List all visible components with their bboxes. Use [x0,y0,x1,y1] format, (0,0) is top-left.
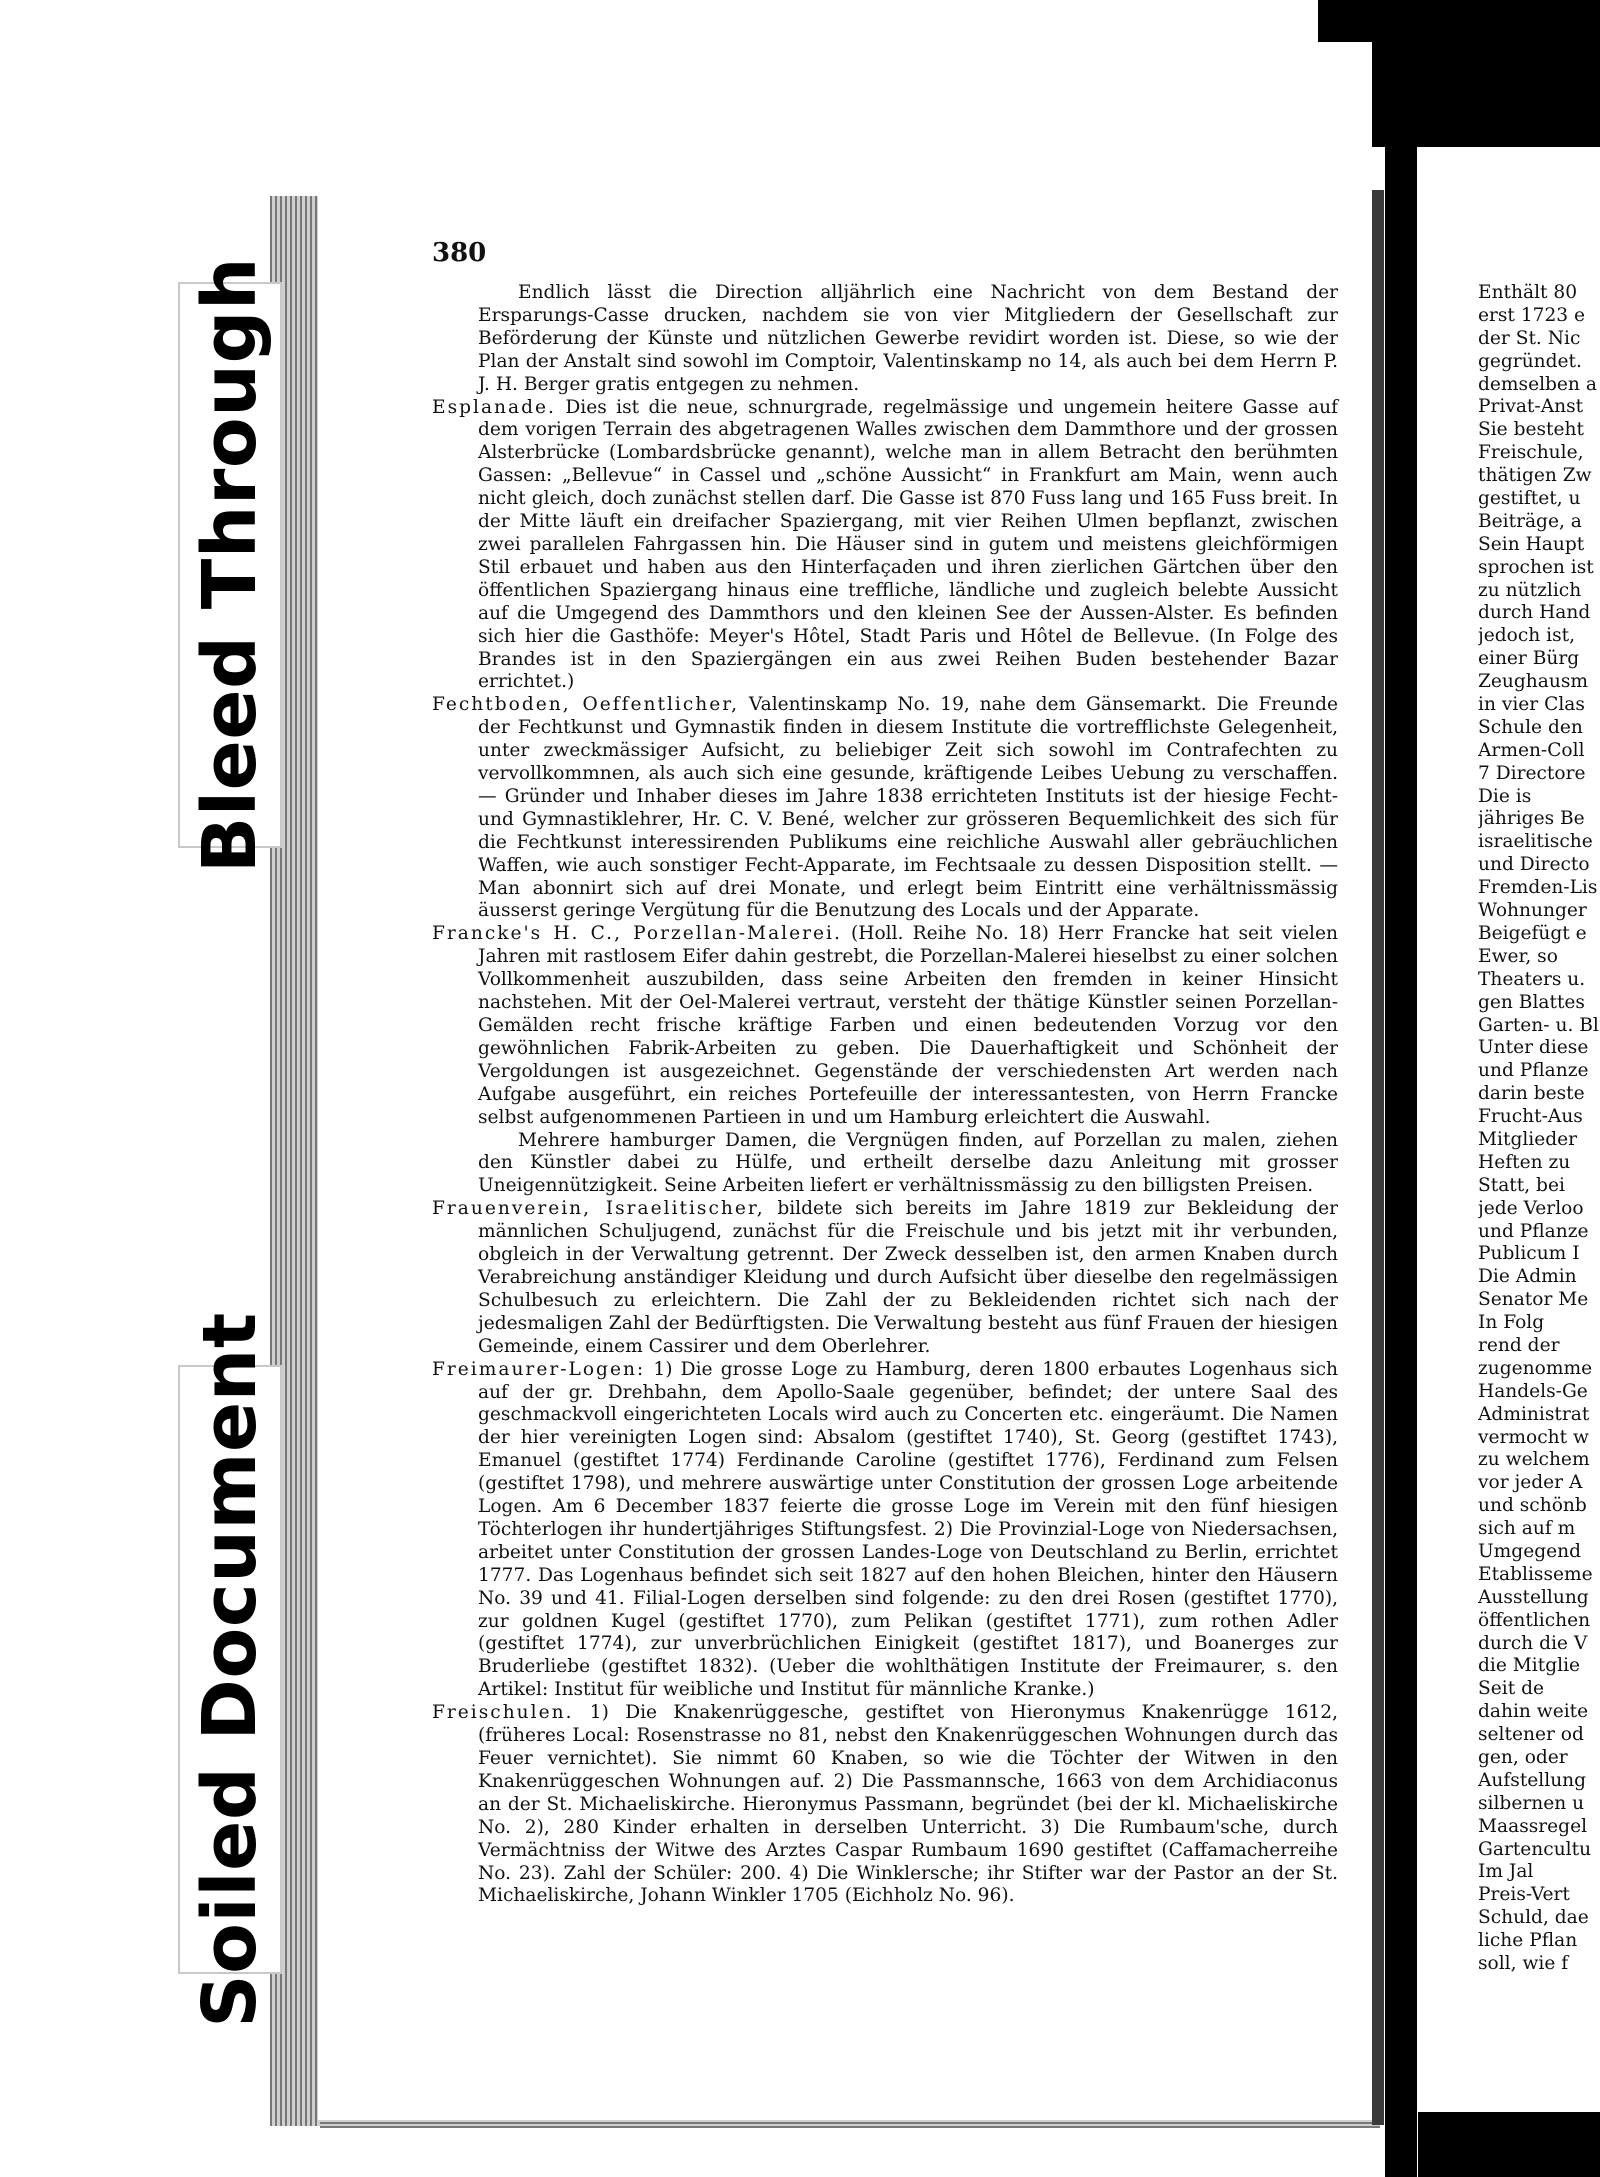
right-page-line: erst 1723 e [1478,304,1586,326]
right-page-line: gen Blattes [1478,991,1585,1013]
right-page-line: und Pflanze [1478,1220,1589,1242]
right-page-line: rend der [1478,1334,1560,1356]
right-page-line: 7 Directore [1478,762,1586,784]
page-shadow-right [1372,190,1384,2125]
right-page-line: Schuld, dae [1478,1907,1589,1929]
right-page-line: in vier Clas [1478,694,1585,716]
right-page-line: Administrat [1478,1403,1590,1425]
entry-esplanade [432,397,1338,695]
entry-freimaurer-logen [432,1359,1338,1703]
right-page-line: sprochen ist [1478,556,1594,578]
right-page-line: gen, oder [1478,1747,1568,1768]
right-page-line: Statt, bei [1478,1174,1565,1196]
right-page-line: der St. Nic [1478,327,1581,349]
entry-heading: Esplanade. [432,396,556,418]
right-page-line: öffentlichen [1478,1609,1591,1631]
entry-heading: Freischulen. [432,1702,574,1724]
right-page-line: Seit de [1478,1678,1544,1700]
right-page-line: Die Admin [1478,1266,1577,1288]
right-page-line: vermocht w [1478,1426,1589,1448]
right-page-line: Heften zu [1478,1151,1571,1173]
right-page-line: jedoch ist, [1478,625,1576,647]
right-page-line: Etablisseme [1478,1563,1593,1585]
entry-heading: Freimaurer-Logen: [432,1358,646,1380]
right-page-line: Wohnunger [1478,900,1587,922]
paragraph-text: Mehrere hamburger Damen, die Vergnügen finden, auf Porzellan zu malen, ziehen den Künstler dabei zu Hülfe, und ertheilt derselbe dazu Anleitung mit grosser Uneigennützigkeit. Seine Arbeiten liefert er verhältnissmässig zu den billigsten Preisen. [478,1129,1338,1197]
entry-francke [432,923,1338,1129]
right-page-line: jede Verloo [1478,1197,1584,1219]
right-page-line: Theaters u. [1478,968,1586,990]
right-page-line: Zeughausm [1478,671,1589,693]
left-page-column [432,282,1338,1908]
entry-text: Dies ist die neue, schnurgrade, regelmässige und ungemein heitere Gasse auf dem vorigen Terrain des abgetragenen Walles zwischen dem Dammthore und der grossen Alsterbrücke (Lombardsbrücke genannt), welche man in allem Betracht den berühmten Gassen: „Bellevue“ in Cassel und „schöne Aussicht“ in Frankfurt am Main, wenn auch nicht gleich, doch zunächst stellen darf. Die Gasse ist 870 Fuss lang und 165 Fuss breit. In der Mitte läuft ein dreifacher Spaziergang, mit vier Reihen Ulmen bepflanzt, zwischen zwei parallelen Fahrgassen hin. Die Häuser sind in gutem und meistens gleichförmigen Stil erbauet und haben aus den Hinterfaçaden und ihren zierlichen Gärtchen über den öffentlichen Spaziergang hinaus eine treffliche, ländliche und zugleich belebte Aussicht auf die Umgegend des Dammthors und den kleinen See der Aussen-Alster. Es befinden sich hier die Gasthöfe: Meyer's Hôtel, Stadt Paris und Hôtel de Bellevue. (In Folge des Brandes ist in den Spaziergängen ein aus zwei Reihen Buden bestehender Bazar errichtet.) [478,396,1338,693]
right-page-line: israelitische [1478,831,1593,853]
right-page-line: Sein Haupt [1478,533,1585,555]
right-page-line: Enthält 80 [1478,282,1578,303]
right-page-line: Schule den [1478,716,1583,738]
scan-dark-band-top [1318,0,1600,42]
right-page-line: Im Jal [1478,1861,1534,1883]
right-page-line: Handels-Ge [1478,1380,1588,1402]
right-page-line: Maassregel [1478,1815,1588,1837]
entry-freischulen [432,1702,1338,1908]
right-page-line: durch Hand [1478,602,1591,624]
entry-frauenverein [432,1198,1338,1358]
right-page-line: Gartencultu [1478,1838,1592,1860]
right-page-line: zu welchem [1478,1449,1590,1471]
right-page-line: Mitglieder [1478,1128,1578,1150]
right-page-line: einer Bürg [1478,648,1580,670]
right-page-line: zu nützlich [1478,579,1582,601]
entry-text: (Holl. Reihe No. 18) Herr Francke hat seit vielen Jahren mit rastlosem Eifer dahin gestrebt, die Porzellan-Malerei hieselbst zu einer solchen Vollkommenheit auszubilden, dass seine Arbeiten den fremden in keiner Hinsicht nachstehen. Mit der Oel-Malerei vertraut, versteht der thätige Künstler seinen Porzellan-Gemälden recht frische kräftige Farben und einen bedeutenden Vorzug vor den gewöhnlichen Fabrik-Arbeiten zu geben. Die Dauerhaftigkeit und Schönheit der Vergoldungen ist ausgezeichnet. Gegenstände der verschiedensten Art werden nach Aufgabe ausgeführt, ein reiches Portefeuille der interessantesten, von Herrn Francke selbst aufgenommenen Partieen in und um Hamburg erleichtert die Auswahl. [478,923,1338,1128]
entry-text: 1) Die grosse Loge zu Hamburg, deren 1800 erbautes Logenhaus sich auf der gr. Drehbahn, dem Apollo-Saale gegenüber, befindet; der untere Saal des geschmackvoll eingerichteten Locals wird auch zu Concerten etc. eingeräumt. Die Namen der hier vereinigten Logen sind: Absalom (gestiftet 1740), St. Georg (gestiftet 1743), Emanuel (gestiftet 1774) Ferdinande Caroline (gestiftet 1776), Ferdinand zum Felsen (gestiftet 1798), und mehrere auswärtige unter Constitution der grossen Loge arbeitende Logen. Am 6 December 1837 feierte die grosse Loge im Verein mit den fünf hiesigen Töchterlogen ihr hundertjähriges Stiftungsfest. 2) Die Provinzial-Loge von Niedersachsen, arbeitet unter Constitution der grossen Landes-Loge von Deutschland zu Berlin, errichtet 1777. Das Logenhaus befindet sich seit 1827 auf den hohen Bleichen, hinter den Häusern No. 39 und 41. Filial-Logen derselben sind folgende: zu den drei Rosen (gestiftet 1770), zur goldnen Kugel (gestiftet 1770), zum Pelikan (gestiftet 1771), zum rothen Adler (gestiftet 1774), zur unverbrüchlichen Einigkeit (gestiftet 1817), und Boanerges zur Bruderliebe (gestiftet 1832). (Ueber die wohlthätigen Institute der Freimaurer, s. den Artikel: Institut für weibliche und Institut für männliche Kranke.) [478,1358,1338,1701]
entry-heading: Fechtboden, Oeffentlicher, [432,694,740,716]
paragraph [432,1130,1338,1199]
right-page-line: liche Pflan [1478,1930,1578,1952]
right-page-line: Publicum I [1478,1243,1580,1265]
book-page-edges-bottom [320,2120,1380,2128]
right-page-line: und Directo [1478,854,1590,876]
right-page-line: jähriges Be [1478,808,1585,830]
right-page-line: gestiftet, u [1478,488,1581,510]
right-page-line: Umgegend [1478,1540,1581,1562]
scan-dark-band-bottom [1418,2112,1600,2177]
entry-heading: Francke's H. C., Porzellan-Malerei. [432,923,842,945]
right-page-line: durch die V [1478,1632,1588,1654]
right-page-line: sich auf m [1478,1518,1576,1540]
right-page-line: seltener od [1478,1724,1584,1746]
bleed-through-label: Bleed Through [187,256,273,874]
scan-dark-band-top-right [1372,42,1600,147]
right-page-line: Freischule, [1478,442,1584,464]
right-page-line: und schönb [1478,1495,1587,1517]
right-page-line: und Pflanze [1478,1060,1589,1082]
paragraph [432,282,1338,397]
right-page-line: vor jeder A [1478,1472,1583,1494]
entry-text: 1) Die Knakenrüggesche, gestiftet von Hieronymus Knakenrügge 1612, (früheres Local: Rosenstrasse no 81, nebst den Knakenrüggeschen Wohnungen durch das Feuer vernichtet). Sie nimmt 60 Knaben, so wie die Töchter der Witwen in den Knakenrüggeschen Wohnungen auf. 2) Die Passmannsche, 1663 von dem Archidiaconus an der St. Michaeliskirche. Hieronymus Passmann, begründet (bei der kl. Michaeliskirche No. 2), 280 Kinder erhalten in derselben Unterricht. 3) Die Rumbaum'sche, durch Vermächtniss der Witwe des Arztes Caspar Rumbaum 1690 gestiftet (Caffamacherreihe No. 23). Zahl der Schüler: 200. 4) Die Winklersche; ihr Stifter war der Pastor an der St. Michaeliskirche, Johann Winkler 1705 (Eichholz No. 96). [478,1702,1338,1907]
right-page-line: Beigefügt e [1478,922,1587,944]
right-page-line: Ewer, so [1478,945,1558,967]
right-page-line: Privat-Anst [1478,396,1584,418]
right-page-line: Garten- u. Bl [1478,1014,1599,1036]
right-page-line: gegründet. [1478,350,1582,372]
entry-heading: Frauenverein, Israelitischer, [432,1198,765,1220]
right-page-line: Aufstellung [1478,1769,1587,1791]
bleed-through-stamp [178,256,282,874]
right-page-line: soll, wie f [1478,1953,1569,1975]
book-gutter [1385,140,1417,2177]
right-page-line: Frucht-Aus [1478,1106,1583,1128]
entry-text: Valentinskamp No. 19, nahe dem Gänsemarkt. Die Freunde der Fechtkunst und Gymnastik finden in diesem Institute die vortrefflichste Gelegenheit, unter zweckmässiger Aufsicht, zu beliebiger Zeit sich sowohl im Contrafechten zu vervollkommnen, als auch sich eine gesunde, kräftigende Leibes Uebung zu verschaffen. — Gründer und Inhaber dieses im Jahre 1838 errichteten Instituts ist der hiesige Fecht- und Gymnastiklehrer, Hr. C. V. Bené, welcher zur grösseren Bequemlichkeit des sich für die Fechtkunst interessirenden Publikums eine reichliche Auswahl aller gebräuchlichen Waffen, wie auch sonstiger Fecht-Apparate, im Fechtsaale zu dessen Disposition stellt. — Man abonnirt sich auf drei Monate, und erlegt beim Eintritt eine verhältnissmässig äusserst geringe Vergütung für die Benutzung des Locals und der Apparate. [478,694,1338,922]
right-page-line: Senator Me [1478,1289,1589,1311]
right-page-line: In Folg [1478,1312,1545,1334]
right-page-line: Preis-Vert [1478,1884,1570,1906]
right-page-line: Ausstellung [1478,1586,1589,1608]
paragraph-text: Endlich lässt die Direction alljährlich eine Nachricht von dem Bestand der Ersparungs-Casse drucken, nachdem sie von vier Mitgliedern der Gesellschaft zur Beförderung der Künste und nützlichen Gewerbe revidirt worden ist. Diese, so wie der Plan der Anstalt sind sowohl im Comptoir, Valentinskamp no 14, als auch bei dem Herrn P. J. H. Berger gratis entgegen zu nehmen. [478,282,1338,395]
right-page-line: Fremden-Lis [1478,877,1598,899]
entry-text: bildete sich bereits im Jahre 1819 zur Bekleidung der männlichen Schuljugend, zunächst für die Freischule und bis jetzt mit ihr verbunden, obgleich in der Verwaltung getrennt. Der Zweck desselben ist, den armen Knaben durch Verabreichung anständiger Kleidung und durch Aufsicht über dieselbe den regelmässigen Schulbesuch zu erleichtern. Die Zahl der zu Bekleidenden richtet sich nach der jedesmaligen Zahl der Bedürftigsten. Die Verwaltung besteht aus fünf Frauen der hiesigen Gemeinde, einem Cassirer und dem Oberlehrer. [478,1198,1338,1357]
page-number: 380 [432,238,487,268]
right-page-line: Sie besteht [1478,419,1584,441]
right-page-text-fragments [1478,282,1600,1976]
right-page-line: dahin weite [1478,1701,1589,1723]
right-page-line: darin beste [1478,1083,1585,1105]
right-page-line: demselben a [1478,373,1597,395]
right-page-line: silbernen u [1478,1792,1585,1814]
right-page-line: thätigen Zw [1478,465,1592,487]
right-page-line: zugenomme [1478,1357,1593,1379]
entry-fechtboden [432,694,1338,923]
right-page-line: Armen-Coll [1478,739,1585,761]
right-page-line: Die is [1478,785,1532,807]
right-page-line: Beiträge, a [1478,510,1582,532]
soiled-document-label: Soiled Document [187,1311,273,2028]
right-page-line: Unter diese [1478,1037,1589,1059]
soiled-document-stamp [178,1311,282,2028]
right-page-line: die Mitglie [1478,1655,1581,1677]
